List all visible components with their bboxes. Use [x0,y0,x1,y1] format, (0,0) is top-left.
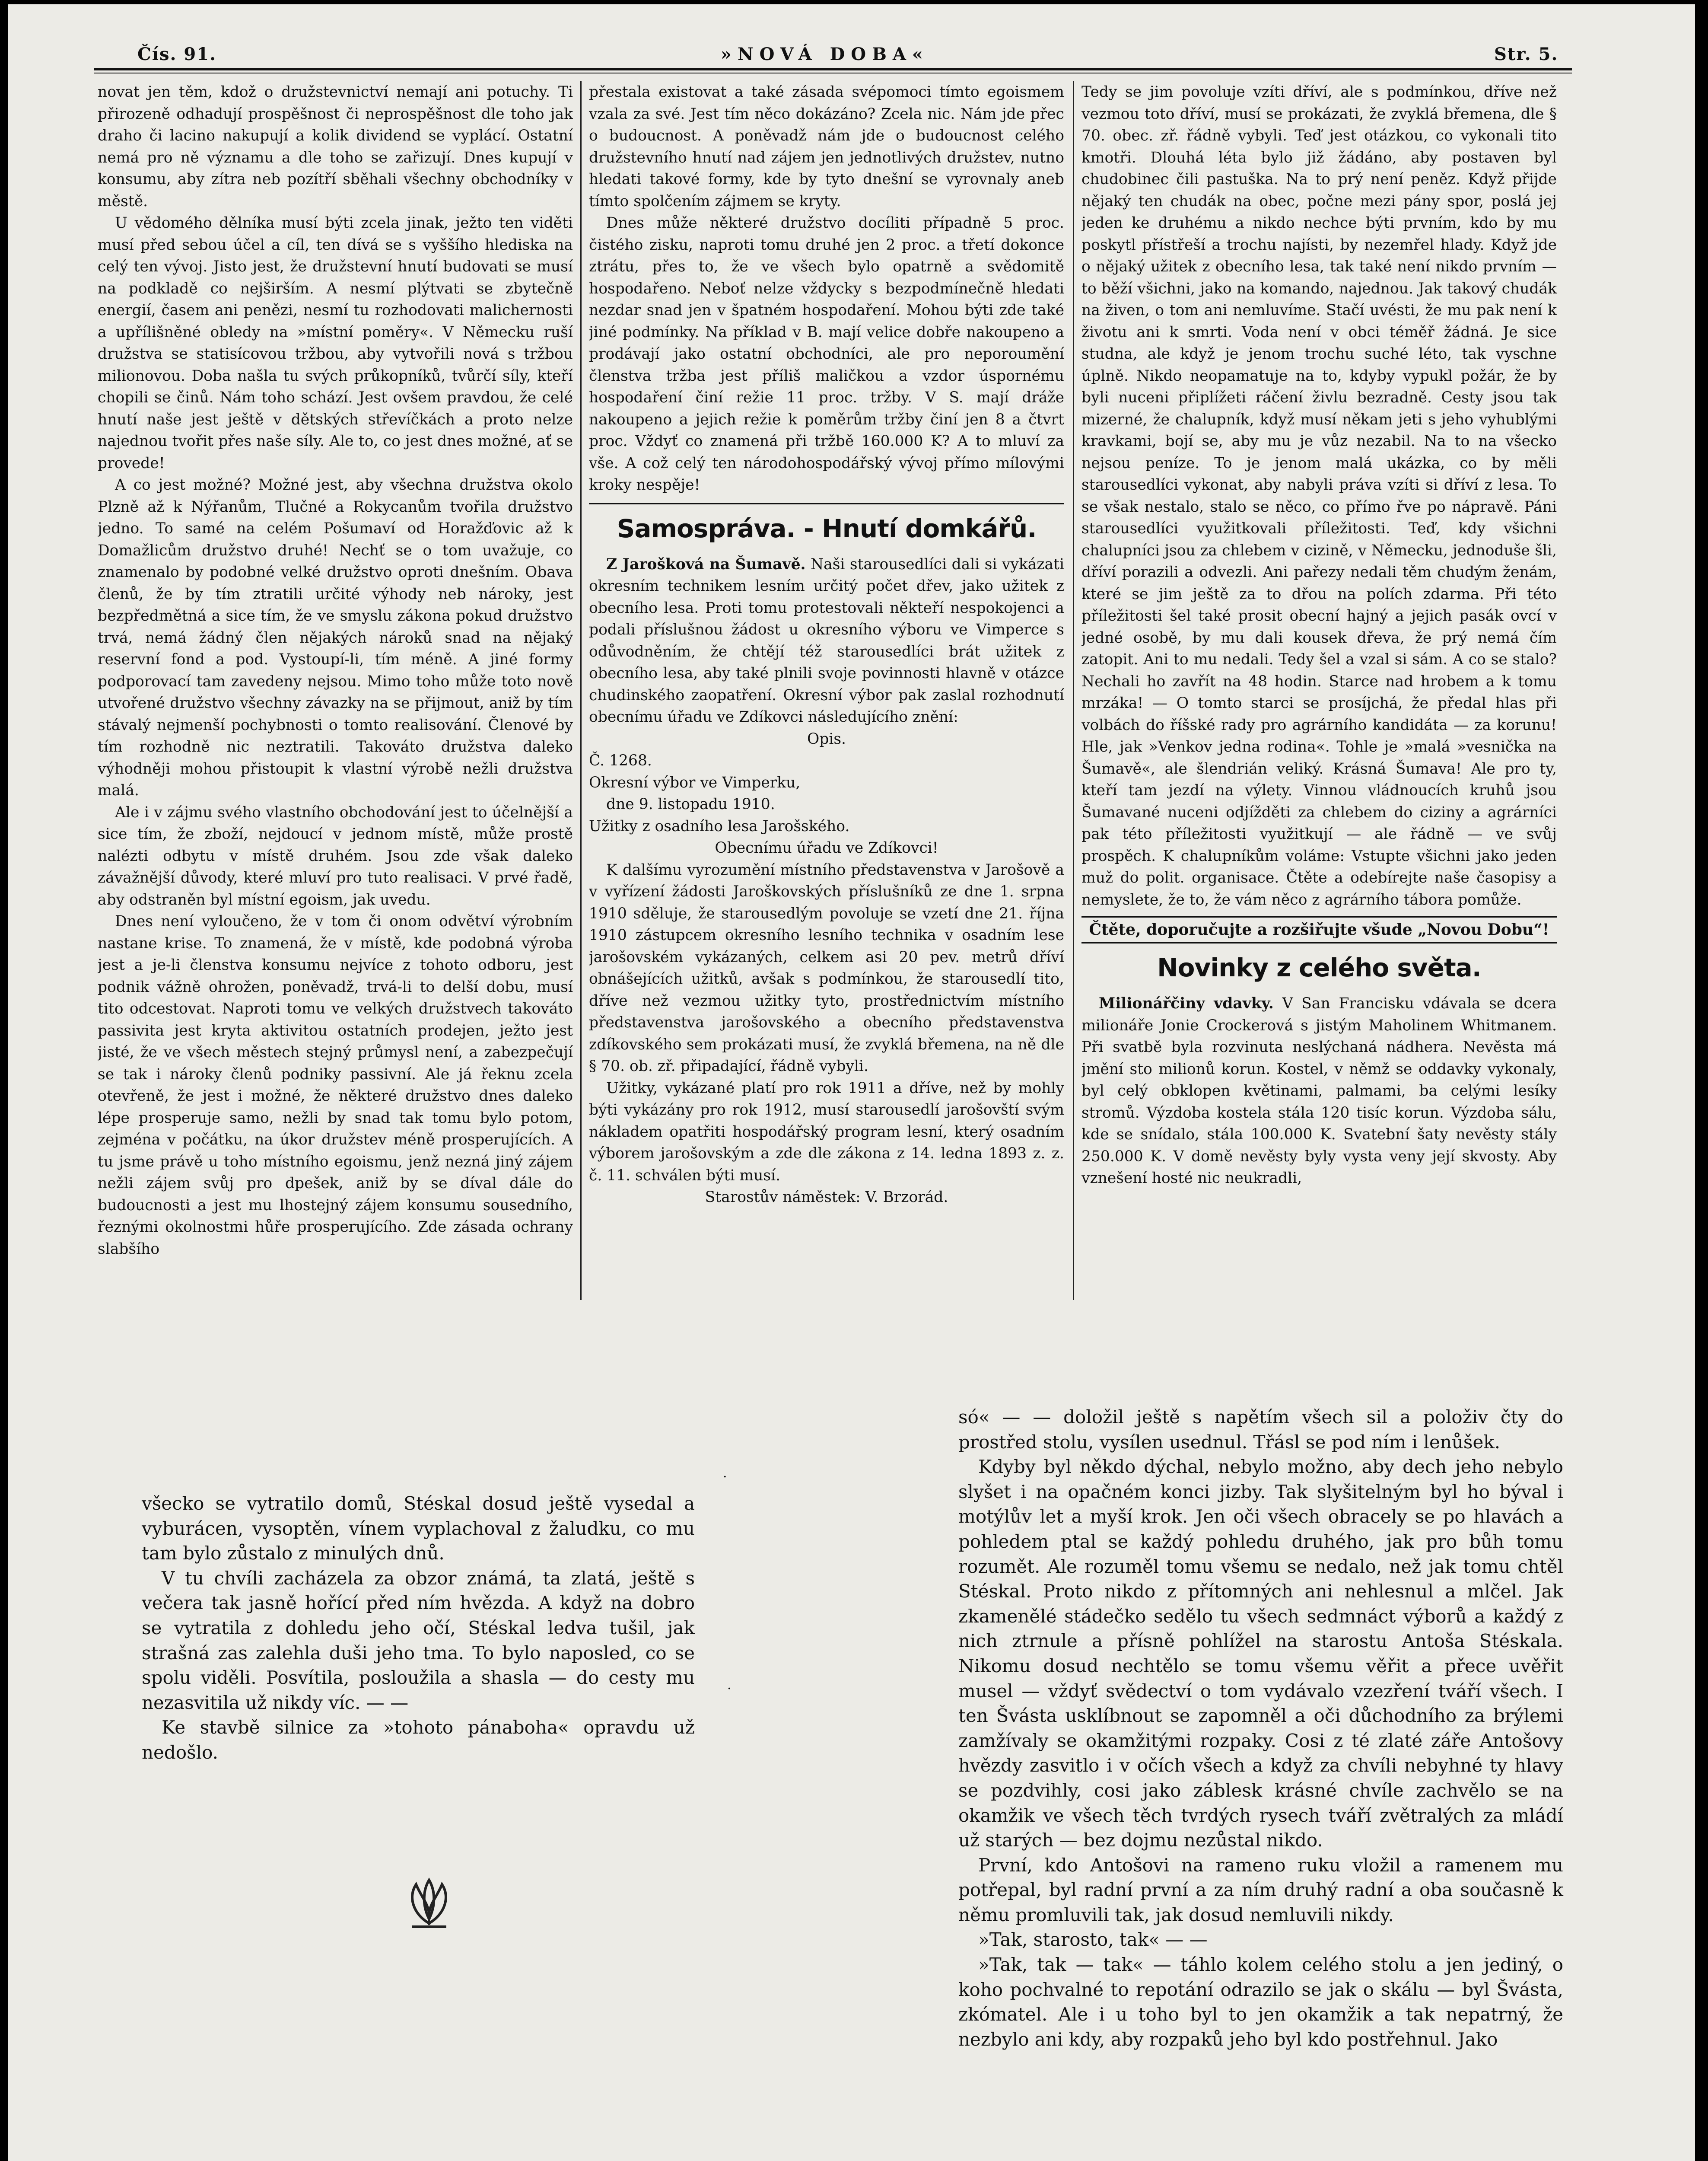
doc-subject: Užitky z osadního lesa Jarošského. [589,817,850,835]
opis-label: Opis. [807,730,846,748]
col3-paragraph: Tedy se jim povoluje vzíti dříví, ale s podmínkou, dříve než vezmou toto dříví, musí se prokázati, že zvyklá břemena, dle § 70. obec. zř. řádně vybyli. Teď jest otázkou, co vykonali tito kmotři. Dlouhá léta bylo již žádáno, aby postaven byl chudobinec čili pastuška. Na to prý není peněz. Když přijde nějaký ten chudák na obec, počne mezi pány spor, poslá jej jeden ke druhému a nikdo nechce býti prvním, kdo by mu poskytl přístřeší a trochu najísti, by nezemřel hlady. Když jde o nějaký užitek z obecního lesa, tak také není nikdo prvním — to běží všichni, jako na komando, najednou. Jak takový chudák na živen, o tom ani nemluvíme. Stačí uvésti, že mu pak není k životu ani k smrti. Voda není v obci téměř žádná. Je sice studna, ale když je jenom trochu suché léto, tak vyschne úplně. Nikdo neopamatuje na to, kdyby vypukl požár, že by byli nuceni připlížeti ráčení živlu bezradně. Cesty jsou tak mizerné, že chalupník, když musí někam jeti s jeho vyhublými kravkami, bojí se, aby mu je vůz nezabil. Na to na všecko nejsou peníze. To je jenom malá ukázka, co by měli starousedlíci vykonat, aby nabyli práva vzíti si dříví z lesa. To se však nestalo, stalo se něco, co přímo řve po nápravě. Páni starousedlíci využitkovali příležitosti. Teď, kdy všichni chalupníci jsou za chlebem v cizině, v Německu, jednoduše šli, dříví porazili a odvezli. Ani pařezy nedali těm chudým ženám, které se jim ještě za to dřou na polích zdarma. Při této příležitosti šel také prosit obecní hajný a jejich pasák ovcí v jedné osobě, by mu dali kousek dřeva, že prý nemá čím zatopit. Ani to mu nedali. Tedy šel a vzal si sám. A co se stalo? Nechali ho zavřít na 48 hodin. Starce nad hrobem a k tomu mrzáka! — O tomto starci se prosíjchá, že předal hlas při volbách do říšské rady pro agrárního kandidáta — za korunu! Hle, jak »Venkov jedna rodina«. Tohle je »malá »vesnička na Šumavě«, ale šlendrián veliký. Krásná Šumava! Ale pro ty, kteří tam jezdí na výlety. Vinnou vládnoucích kruhů jsou Šumavané nuceni odjížděti za chlebem do ciziny a agrárníci pak této příležitosti využitkují — ale řádně — ve svůj prospěch. K chalupníkům voláme: Vstupte všichni jako jeden muž do polit. organisace. Čtěte a odebírejte naše časopisy a nemyslete, že to, že vám něco z agrárního tábora pomůže. [1081,83,1557,908]
newspaper-page [8,4,1695,2161]
subsection-body: V San Francisku vdávala se dcera milionáře Jonie Crockerová s jistým Maholinem Whitmanem. Při svatbě byla rozvinuta neslýchaná nádhera. Nevěsta má jmění sto milionů korun. Kostel, v němž se oddavky vykonaly, byl celý obklopen květinami, palmami, ba celými lesíky stromů. Výzdoba kostela stála 120 tisíc korun. Výzdoba sálu, kde se snídalo, stála 100.000 K. Svatební šaty nevěsty stály 250.000 K. V domě nevěsty byly vysta veny její skvosty. Aby vznešení hosté nic neukradli, [1081,995,1557,1187]
section-title-novinky: Novinky z celého světa. [1157,953,1481,982]
doc-signature: Starostův náměstek: V. Brzorád. [705,1189,948,1206]
column-1 [98,81,573,1304]
story-paragraph: »Tak, tak — tak« — táhlo kolem celého stolu a jen jediný, o koho pochvalné to repotání odrazilo se jak o skálu — byl Švásta, zkómatel. Ale i u toho byl to jen okamžik a tak nepatrný, že nezbylo ani kdy, aby rozpaků jeho byl kdo postřehnul. Jako [958,1954,1563,2050]
doc-issuer: Okresní výbor ve Vimperku, [589,774,801,791]
page-number: Str. 5. [1494,44,1559,64]
doc-date: dne 9. listopadu 1910. [606,796,775,813]
section-title-samosprava: Samospráva. - Hnutí domkářů. [617,513,1037,543]
subsection-body: Naši starousedlíci dali si vykázati okresním technikem lesním určitý počet dřev, jako užitek z obecního lesa. Proti tomu protestovali někteří nespokojenci a podali příslušnou žádost u okresního výboru ve Vimperce s odůvodněním, že chtějí též starousedlíci brát užitek z obecního lesa, aby také plnili svoje povinnosti hlavně v otázce chudinského zaopatření. Okresní výbor pak zaslal rozhodnutí obecnímu úřadu ve Zdíkovci následujícího znění: [589,555,1064,726]
doc-paragraph: K dalšímu vyrozumění místního představenstva v Jarošově a v vyřízení žádosti Jaroškovských příslušníků ze dne 1. srpna 1910 sděluje, že starousedlým povoluje se vzetí dne 21. října 1910 zástupcem okresního lesního technika v osadním lese jarošovském vykázaných, celkem asi 20 pev. metrů dříví obnášejících užitků, avšak s podmínkou, že starousedlí tito, dříve než vezmou užitky tyto, prostřednictvím místního představenstva jarošovského a obecního představenstva zdíkovského sem prokázati musí, že zvyklá břemena, na ně dle § 70. ob. zř. připadající, řádně vybyli. [589,861,1064,1075]
section-rule [589,503,1064,504]
col1-paragraph: A co jest možné? Možné jest, aby všechna družstva okolo Plzně až k Nýřanům, Tlučné a Rokycanům tvořila družstvo jedno. To samé na celém Pošumaví od Horažďovic až k Domažlicům družstvo druhé! Nechť se o tom uvažuje, co znamenalo by podobné velké družstvo oproti dnešním. Obava členů, že by tím ztratili určité výhody neb nároky, jest bezpředmětná a sice tím, že ve smyslu zákona pokud družstvo trvá, nemá žádný člen nějakých nároků snad na nějaký reservní fond a pod. Vystoupí-li, tím méně. A jiné formy podporovací tam zavedeny nejsou. Mimo toho může toto nově utvořené družstvo všechny závazky na se přijmout, aniž by tím stávalý nejmenší pochybnosti o tomto realisování. Členové by tím rozhodně nic neztratili. Takováto družstva daleko výhodněji mohou přistoupit k vlastní výrobě nežli družstva malá. [98,476,573,799]
boxed-notice: Čtěte, doporučujte a rozšiřujte všude „Novou Dobu“! [1081,916,1557,943]
col1-paragraph: U vědomého dělníka musí býti zcela jinak, ježto ten viděti musí před sebou účel a cíl, ten dívá se s vyššího hlediska na celý ten vývoj. Jisto jest, že družstevní hnutí budovati se musí na podkladě co nejširším. A nesmí plýtvati se zbytečně energií, časem ani penězi, nesmí tu rozhodovati malichernosti a upřílišněné obledy na »místní poměry«. V Německu ruší družstva se statisícovou tržbou, aby vytvořili nová s tržbou milionovou. Doba našla tu svých průkopníků, tvůrčí síly, kteří chopili se činů. Nám toho schází. Jest ovšem pravdou, že celé hnutí naše jest ještě v dětských střevíčkách a proto nelze najednou tvořit přes naše síly. Ale to, co jest dnes možné, ať se provede! [98,214,573,472]
subsection-title-milionarciny: Milionářčiny vdavky. [1099,995,1274,1012]
story-paragraph: První, kdo Antošovi na rameno ruku vložil a ramenem mu potřepal, byl radní první a za ním druhý radní a oba současně k němu promluvili tak, jak dosud nemluvili nikdy. [958,1854,1563,1925]
subsection-title-jaroskov: Z Jarošková na Šumavě. [606,555,806,573]
story-left-column [142,1491,695,1765]
column-3 [1081,81,1557,1304]
header-rule [94,68,1572,70]
story-paragraph: Kdyby byl někdo dýchal, nebylo možno, aby dech jeho nebylo slyšet i na opačném konci jizby. Tak slyšitelným byl ho býval i motýlův let a myší krok. Jen oči všech obracely se po hlavách a pohledem ptal se každý pohledu druhého, jak pro bůh tomu rozumět. Ale rozuměl tomu všemu se nedalo, než jak tomu chtěl Stéskal. Proto nikdo z přítomných ani nehlesnul a mlčel. Jak zkamenělé stádečko sedělo tu všech sedmnáct výborů a každý z nich ztrnule a přísně pohlížel na starostu Antoša Stéskala. Nikomu dosud nechtělo se tomu všemu věřit a přece uvěřit musel — vždyť svědectví o tom vydávalo vzezření tváří všech. I ten Švásta usklíbnout se zapomněl a oči důchodního za brýlemi zamžívaly se okamžitými rozpaky. Cosi z té zlaté záře Antošovy hvězdy zasvitlo i v očích všech a když za chvíli nebyhné ty hlavy se pozdvihly, cosi jako záblesk krásné chvíle zachvělo se na okamžik ve všech těch tvrdých rysech tváří zvětralých za mládí už starých — bez dojmu nezůstal nikdo. [958,1456,1563,1851]
story-paragraph: »Tak, starosto, tak« — — [978,1929,1208,1951]
story-paragraph: Ke stavbě silnice za »tohoto pánaboha« opravdu už nedošlo. [142,1717,695,1763]
column-divider [580,81,582,1300]
doc-paragraph: Užitky, vykázané platí pro rok 1911 a dříve, než by mohly býti vykázány pro rok 1912, musí starousedlí jarošovští svým nákladem opatřiti hospodářský program lesní, který osadním výborem jarošovským a zde dle zákona z 14. ledna 1893 z. z. č. 11. schválen býti musí. [589,1079,1064,1184]
doc-salutation: Obecnímu úřadu ve Zdíkovci! [715,839,938,857]
story-paragraph: só« — — doložil ještě s napětím všech sil a položiv čty do prostřed stolu, vysílen usednul. Třásl se pod ním i lenůšek. [958,1406,1563,1453]
column-2 [589,81,1064,1304]
masthead: »NOVÁ DOBA« [721,44,929,64]
floral-ornament-icon [397,1871,461,1932]
story-paragraph: všecko se vytratilo domů, Stéskal dosud ještě vysedal a vyburácen, vysoptěn, vínem vyplachoval z žaludku, co mu tam bylo zůstalo z minulých dnů. [142,1493,695,1564]
story-right-column [958,1405,1563,2052]
issue-number: Čís. 91. [137,44,216,64]
story-paragraph: V tu chvíli zacházela za obzor známá, ta zlatá, ještě s večera tak jasně hořící před ním hvězda. A když na dobro se vytratila z dohledu jeho očí, Stéskal ledva tušil, jak strašná zas zalehla duši jeho tma. To bylo naposled, co se spolu viděli. Posvítila, posloužila a shasla — do cesty mu nezasvitila už nikdy víc. — — [142,1567,695,1713]
doc-number: Č. 1268. [589,752,652,769]
print-mark: · [727,1681,732,1696]
col2-paragraph: Dnes může některé družstvo docíliti případně 5 proc. čistého zisku, naproti tomu druhé jen 2 proc. a třetí dokonce ztrátu, přes to, že ve všech bylo opatrně a svědomitě hospodařeno. Neboť nelze vždycky s bezpodmínečně hledati nezdar snad jen v špatném hospodaření. Mohou býti zde také jiné podmínky. Na příklad v B. mají velice dobře nakoupeno a prodávají jako ostatní obchodníci, ale pro neporoumění členstva tržba jest příliš maličkou a vzdor úspornému hospodaření činí režie 11 proc. tržby. V S. mají dráže nakoupeno a jejich režie k poměrům tržby činí jen 8 a čtvrt proc. Vždyť co znamená při tržbě 160.000 K? A to mluví za vše. A což celý ten národohospodářský vývoj přímo mílovými kroky nespěje! [589,214,1064,494]
column-divider [1073,81,1074,1300]
col1-paragraph: Ale i v zájmu svého vlastního obchodování jest to účelnější a sice tím, že zboží, nejdoucí v jednom místě, může prostě nalézti odbytu v místě druhém. Jsou zde však daleko závažnější důvody, které mluví pro tuto realisaci. V prvé řadě, aby odstraněn byl místní egoism, jak uvedu. [98,803,573,908]
col2-paragraph: přestala existovat a také zásada svépomoci tímto egoismem vzala za své. Jest tím něco dokázáno? Zcela nic. Nám jde přec o budoucnost. A poněvadž nám jde o budoucnost celého družstevního hnutí nad zájem jen jednotlivých družstev, nutno hledati takové formy, kde by tyto dnešní se vyrovnaly aneb tímto spolčením zájmem se kryty. [589,83,1064,210]
col1-paragraph: Dnes není vyloučeno, že v tom či onom odvětví výrobním nastane krise. To znamená, že v místě, kde podobná výroba jest a je-li členstva konsumu nejvíce z tohoto odboru, jest podnik vážně ohrožen, poněvadž, trvá-li to delší dobu, musí tito odcestovat. Naproti tomu ve velkých družstvech takováto passivita jest kryta aktivitou ostatních prodejen, ježto jest jisté, že ve všech městech stejný průmysl není, a zabezpečují se tak i nároky členů podniky passivní. Ale já řeknu zcela otevřeně, že jest i možné, že některé družstvo dnes daleko lépe prosperuje samo, nežli by snad tak tomu bylo potom, zejména v počátku, na úkor družstev méně prosperujících. A tu jsme právě u toho místního egoismu, jenž nezná jiný zájem nežli zájem svůj pro dpešek, aniž by se díval dále do budoucnosti a jest mu lhostejný zájem konsumu sousedního, řeznými okolnostmi hůře prosperujícího. Zde zásada ochrany slabšího [98,913,573,1258]
col1-paragraph: novat jen těm, kdož o družstevnictví nemají ani potuchy. Ti přirozeně odhadují prospěšnost či neprospěšnost dle toho jak draho či lacino nakupují a kolik dividend se vyplácí. Ostatní nemá pro ně významu a dle toho se zařizují. Dnes kupují v konsumu, aby zítra neb pozítří sběhali všechny obchodníky v městě. [98,83,573,210]
print-mark: · [723,1469,727,1485]
